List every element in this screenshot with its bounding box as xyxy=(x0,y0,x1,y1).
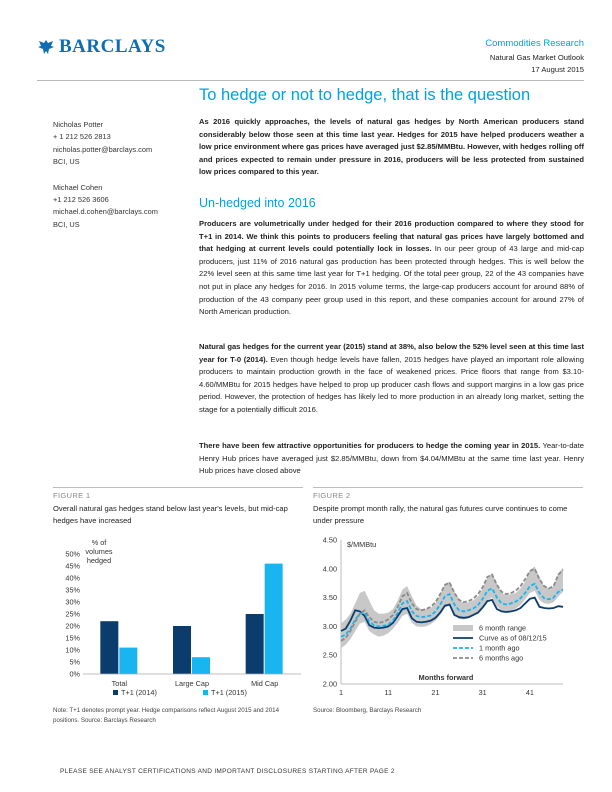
paragraph-body: Even though hedge levels have fallen, 2015 hedges have played an important role allowing producers to maintain production growth in the face of weakened prices. Price floors that range from $3.10-4.60/MMBtu for 2015 hedges have helped to prop up producer cash flows and support margins in a low gas price period. However, the protection of hedges has likely led to more production in an already long market, setting the stage for a potentially difficult 2016. xyxy=(199,354,585,414)
legend xyxy=(453,624,547,663)
y-tick-label: 5% xyxy=(69,657,80,667)
y-tick-label: 2.50 xyxy=(322,650,337,660)
author-entity: BCI, US xyxy=(53,219,80,229)
x-tick-label: 11 xyxy=(384,688,393,697)
legend-label: 1 month ago xyxy=(479,643,520,653)
y-tick-label: 45% xyxy=(65,561,80,571)
y-tick-label: 35% xyxy=(65,585,80,595)
intro-paragraph xyxy=(199,116,584,179)
figure2-label: FIGURE 2 xyxy=(313,491,351,500)
publication-name: Natural Gas Market Outlook xyxy=(489,53,584,62)
x-axis-label: Months forward xyxy=(418,673,474,682)
figure1-title: Overall natural gas hedges stand below last year's levels, but mid-cap hedges have increased xyxy=(53,504,288,525)
author-card xyxy=(53,119,193,169)
y-tick-label: 10% xyxy=(65,645,80,655)
legend-label: T+1 (2014) xyxy=(121,688,157,697)
futures-curve-chart xyxy=(313,530,585,705)
department: Commodities Research xyxy=(485,38,584,49)
x-tick-label: 21 xyxy=(431,688,440,697)
author-card xyxy=(53,182,193,232)
y-tick-label: 4.50 xyxy=(322,535,337,545)
x-axis-labels xyxy=(112,679,279,688)
bar xyxy=(100,621,118,674)
figure1-label: FIGURE 1 xyxy=(53,491,91,500)
legend-label: 6 month range xyxy=(479,623,527,633)
paragraph xyxy=(199,440,584,478)
bar-series xyxy=(100,564,282,674)
barclays-logo xyxy=(37,36,166,58)
paragraph-body: Year-to-date Henry Hub prices have averaged just $2.85/MMBtu, down from $4.04/MMBtu at the same time last year. Henry Hub prices have closed above xyxy=(199,441,584,476)
author-sidebar xyxy=(53,119,193,244)
y-tick-label: 50% xyxy=(65,549,80,559)
x-tick-label: 41 xyxy=(525,688,534,697)
y-tick-label: 2.00 xyxy=(322,679,337,689)
legend-swatch xyxy=(203,690,208,695)
header-divider xyxy=(37,80,584,81)
y-tick-label: 0% xyxy=(69,669,80,679)
x-tick-label: Large Cap xyxy=(174,679,210,688)
brand-name: BARCLAYS xyxy=(59,36,166,57)
x-tick-label: Total xyxy=(111,679,128,688)
bar xyxy=(246,614,264,674)
author-phone: + 1 212 526 2813 xyxy=(53,132,111,142)
figure-divider xyxy=(313,487,583,488)
page-title: To hedge or not to hedge, that is the question xyxy=(199,86,531,104)
bar xyxy=(192,657,210,674)
legend xyxy=(113,688,247,697)
figure-divider xyxy=(53,487,303,488)
paragraph xyxy=(199,341,584,417)
figure1-note: Note: T+1 denotes prompt year. Hedge comparisons reflect August 2015 and 2014 positions. Source: Barclays Research xyxy=(53,707,280,724)
author-name: Michael Cohen xyxy=(53,182,103,192)
section-heading: Un-hedged into 2016 xyxy=(199,196,316,210)
author-phone: +1 212 526 3606 xyxy=(53,195,109,205)
publication-date: 17 August 2015 xyxy=(531,65,584,74)
author-entity: BCI, US xyxy=(53,157,80,167)
figure2-title: Despite prompt month rally, the natural gas futures curve continues to come under pressure xyxy=(313,504,568,525)
author-email[interactable]: nicholas.potter@barclays.com xyxy=(53,144,153,154)
legend-swatch xyxy=(453,625,473,631)
paragraph-lead: Producers are volumetrically under hedged for their 2016 production compared to where they stood for T+1 in 2014. We think this points to producers feeling that natural gas prices have largely bottomed and that hedging at current levels could potentially lock in losses. xyxy=(199,219,584,254)
y-axis-label-line1: % of xyxy=(91,538,107,547)
y-tick-label: 20% xyxy=(65,621,80,631)
bar xyxy=(173,626,191,674)
bar xyxy=(265,564,283,674)
y-tick-label: 3.00 xyxy=(322,621,337,631)
y-axis-label-line3: hedged xyxy=(86,556,112,565)
figure2-note: Source: Bloomberg, Barclays Research xyxy=(313,707,422,714)
legend-label: T+1 (2015) xyxy=(211,688,247,697)
author-name: Nicholas Potter xyxy=(53,120,104,129)
paragraph xyxy=(199,218,584,319)
paragraph-lead: Natural gas hedges for the current year (2015) stand at 38%, also below the 52% level seen at this time last year for T-0 (2014). xyxy=(199,342,584,364)
hedge-bar-chart xyxy=(53,530,305,705)
y-tick-label: 30% xyxy=(65,597,80,607)
legend-swatch xyxy=(113,690,118,695)
y-tick-label: 4.00 xyxy=(322,564,337,574)
x-tick-label: 31 xyxy=(478,688,487,697)
intro-text: As 2016 quickly approaches, the levels of natural gas hedges by North American producers stand considerably below those seen at this time last year. Hedges for 2015 have helped producers weather a low price environment where gas prices have averaged just $2.85/MMBtu. However, with hedges rolling off and prices expected to remain under pressure in 2016, producers will be less protected from sustained low prices compared to this year. xyxy=(199,117,584,177)
legend-label: Curve as of 08/12/15 xyxy=(479,633,547,643)
eagle-icon xyxy=(37,39,55,55)
paragraph-body: In our peer group of 43 large and mid-cap producers, just 11% of 2016 natural gas production has been protected through hedges. This is well below the 22% level seen at this same time last year for T+1 hedging. Of the total peer group, 22 of the 43 companies have not put in place any hedges for 2016. In 2015 volume terms, the large-cap producers account for around 88% of production of the 43 company peer group used in this report, and these companies account for around 27% of North American production. xyxy=(199,244,584,317)
disclosure-footer: PLEASE SEE ANALYST CERTIFICATIONS AND IMPORTANT DISCLOSURES STARTING AFTER PAGE 2 xyxy=(60,768,395,775)
x-tick-label: Mid Cap xyxy=(251,679,279,688)
legend-label: 6 months ago xyxy=(479,653,524,663)
y-tick-label: 40% xyxy=(65,573,80,583)
author-email[interactable]: michael.d.cohen@barclays.com xyxy=(53,207,158,217)
bar xyxy=(119,648,137,674)
y-axis-label-line2: volumes xyxy=(85,547,113,556)
y-axis-label: $/MMBtu xyxy=(347,540,377,549)
y-tick-label: 3.50 xyxy=(322,593,337,603)
paragraph-lead: There have been few attractive opportunities for producers to hedge the coming year in 2015. xyxy=(199,441,541,450)
y-tick-label: 25% xyxy=(65,609,80,619)
y-tick-label: 15% xyxy=(65,633,80,643)
y-axis-ticks xyxy=(65,550,80,679)
x-tick-label: 1 xyxy=(338,688,344,697)
